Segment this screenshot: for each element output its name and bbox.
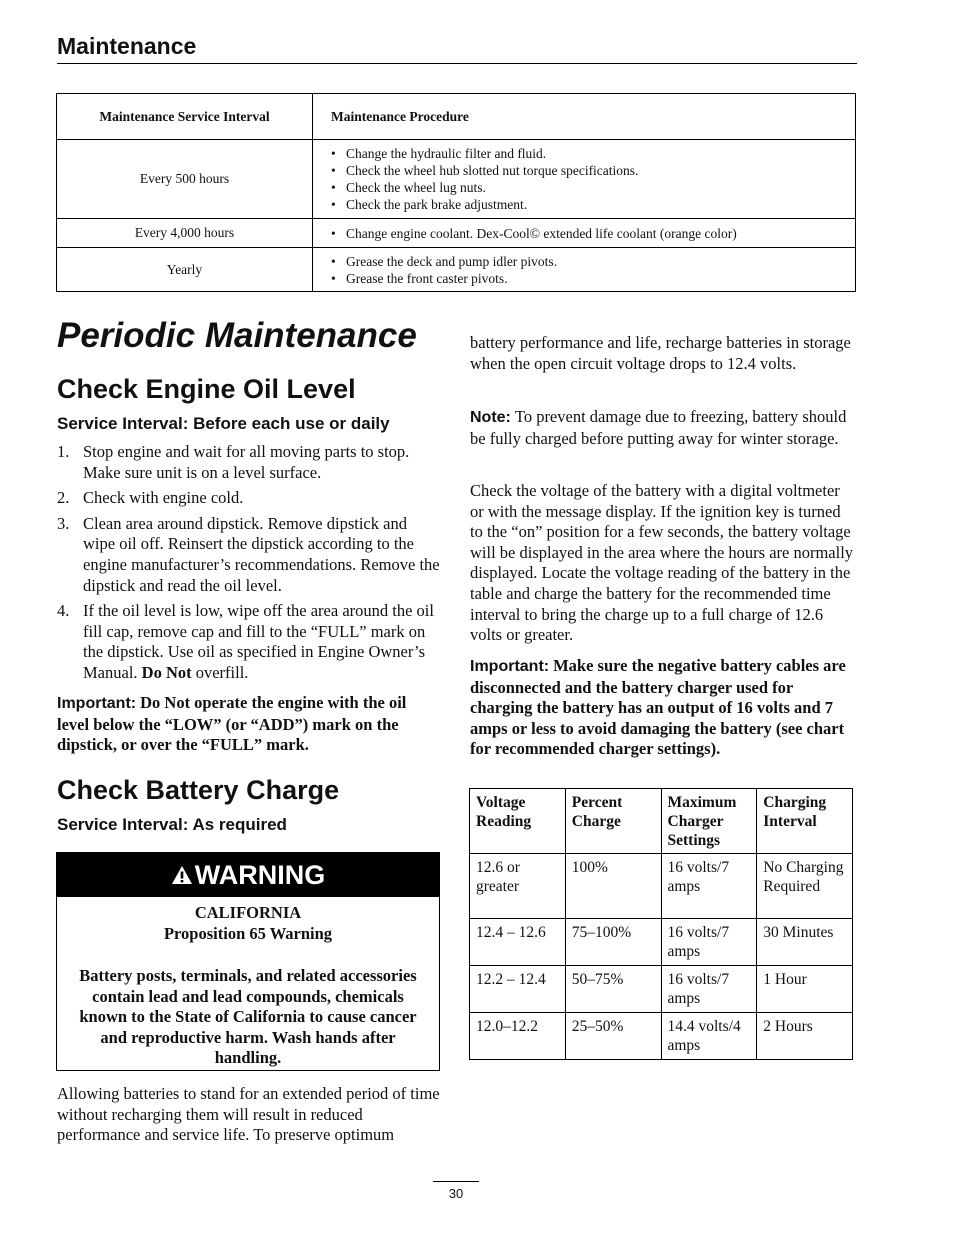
warning-title: WARNING <box>194 859 326 890</box>
schedule-header-row <box>57 94 856 140</box>
maintenance-schedule-table <box>56 93 856 292</box>
oil-steps-list <box>57 442 441 689</box>
schedule-procedure <box>313 140 856 219</box>
warning-banner <box>57 853 439 897</box>
charger-row <box>470 854 853 919</box>
oil-step: 3. Clean area around dipstick. Remove dipstick and wipe oil off. Reinsert the dipstick according to the engine manufacturer’s recommendations. Remove the dipstick and read the oil level. <box>57 513 440 595</box>
charger-cell: 12.2 – 12.4 <box>470 966 566 1013</box>
schedule-header-procedure: Maintenance Procedure <box>313 94 856 140</box>
procedure-item: • Change engine coolant. Dex-Cool© extended life coolant (orange color) <box>331 225 855 242</box>
oil-service-interval: Service Interval: Before each use or daily <box>57 414 390 433</box>
page-number: 30 <box>448 1186 464 1201</box>
charger-header-cell: Voltage Reading <box>470 789 566 854</box>
oil-important-note: Important: Do Not operate the engine with the oil level below the “LOW” (or “ADD”) mark on the dipstick, or over the “FULL” mark. <box>57 693 407 754</box>
important-label: Important: <box>57 695 137 712</box>
prop65-warning-box <box>56 852 440 1071</box>
oil-step: 1. Stop engine and wait for all moving parts to stop. Make sure unit is on a level surface. <box>57 442 410 482</box>
schedule-interval: Every 500 hours <box>57 140 313 219</box>
charger-cell: 75–100% <box>565 919 661 966</box>
schedule-procedure <box>313 219 856 248</box>
procedure-item: • Check the wheel hub slotted nut torque specifications. <box>331 162 855 179</box>
charger-header-cell: Charging Interval <box>757 789 853 854</box>
battery-note: Note: To prevent damage due to freezing, battery should be fully charged before putting away for winter storage. <box>470 407 847 448</box>
battery-important-note: Important: Make sure the negative battery cables are disconnected and the battery charger used for charging the battery has an output of 16 volts and 7 amps or less to avoid damaging the battery (see chart for recommended charger settings). <box>470 656 846 758</box>
charger-settings-table <box>469 788 853 1060</box>
charger-cell: 2 Hours <box>757 1013 853 1060</box>
charger-header-cell: Percent Charge <box>565 789 661 854</box>
battery-service-interval: Service Interval: As required <box>57 815 287 834</box>
procedure-item: • Change the hydraulic filter and fluid. <box>331 145 855 162</box>
page-title: Periodic Maintenance <box>57 316 417 355</box>
charger-header-cell: Maximum Charger Settings <box>661 789 757 854</box>
charger-cell: 30 Minutes <box>757 919 853 966</box>
charger-cell: 25–50% <box>565 1013 661 1060</box>
charger-cell: 12.4 – 12.6 <box>470 919 566 966</box>
charger-row <box>470 1013 853 1060</box>
header-rule <box>57 63 857 64</box>
schedule-interval: Yearly <box>57 248 313 292</box>
charger-cell: 16 volts/7 amps <box>661 854 757 919</box>
oil-step: 2. Check with engine cold. <box>57 488 244 508</box>
charger-header-row <box>470 789 853 854</box>
oil-heading: Check Engine Oil Level <box>57 374 356 404</box>
schedule-procedure <box>313 248 856 292</box>
section-title: Maintenance <box>57 33 197 59</box>
charger-cell: 12.6 or greater <box>470 854 566 919</box>
page-number-rule <box>433 1181 479 1182</box>
schedule-row <box>57 219 856 248</box>
charger-cell: 100% <box>565 854 661 919</box>
schedule-header-interval: Maintenance Service Interval <box>57 94 313 140</box>
warning-content <box>57 897 439 1069</box>
schedule-interval: Every 4,000 hours <box>57 219 313 248</box>
charger-cell: 1 Hour <box>757 966 853 1013</box>
charger-cell: 50–75% <box>565 966 661 1013</box>
schedule-row <box>57 140 856 219</box>
warning-triangle-icon <box>171 865 193 885</box>
important-label: Important: <box>470 658 550 675</box>
battery-paragraph-1: Allowing batteries to stand for an extended period of time without recharging them will result in reduced performance and service life. To preserve optimum <box>57 1084 440 1145</box>
charger-cell: No Charging Required <box>757 854 853 919</box>
procedure-item: • Grease the front caster pivots. <box>331 270 855 287</box>
procedure-item: • Check the wheel lug nuts. <box>331 179 855 196</box>
warning-body: Battery posts, terminals, and related accessories contain lead and lead compounds, chemicals known to the State of California to cause cancer and reproductive harm. Wash hands after handling. <box>79 966 417 1067</box>
warning-line: CALIFORNIA <box>194 903 302 922</box>
charger-cell: 16 volts/7 amps <box>661 919 757 966</box>
warning-line: Proposition 65 Warning <box>163 923 333 943</box>
battery-heading: Check Battery Charge <box>57 775 340 805</box>
charger-row <box>470 919 853 966</box>
charger-cell: 16 volts/7 amps <box>661 966 757 1013</box>
battery-paragraph-1-cont: battery performance and life, recharge batteries in storage when the open circuit voltage drops to 12.4 volts. <box>470 333 851 373</box>
charger-cell: 12.0–12.2 <box>470 1013 566 1060</box>
charger-cell: 14.4 volts/4 amps <box>661 1013 757 1060</box>
battery-paragraph-2: Check the voltage of the battery with a digital voltmeter or with the message display. If the ignition key is turned to the “on” position for a few seconds, the battery voltage will be displayed in the area where the hours are normally displayed. Locate the voltage reading of the battery in the table and charge the battery for the recommended time interval to bring the charge up to a full charge of 12.6 volts or greater. <box>470 481 854 645</box>
schedule-row <box>57 248 856 292</box>
procedure-item: • Check the park brake adjustment. <box>331 196 855 213</box>
note-label: Note: <box>470 409 511 426</box>
charger-row <box>470 966 853 1013</box>
procedure-item: • Grease the deck and pump idler pivots. <box>331 253 855 270</box>
oil-step: 4. If the oil level is low, wipe off the area around the oil fill cap, remove cap and fill to the “FULL” mark on the dipstick. Use oil as specified in Engine Owner’s Manual. Do Not overfill. <box>57 601 434 682</box>
